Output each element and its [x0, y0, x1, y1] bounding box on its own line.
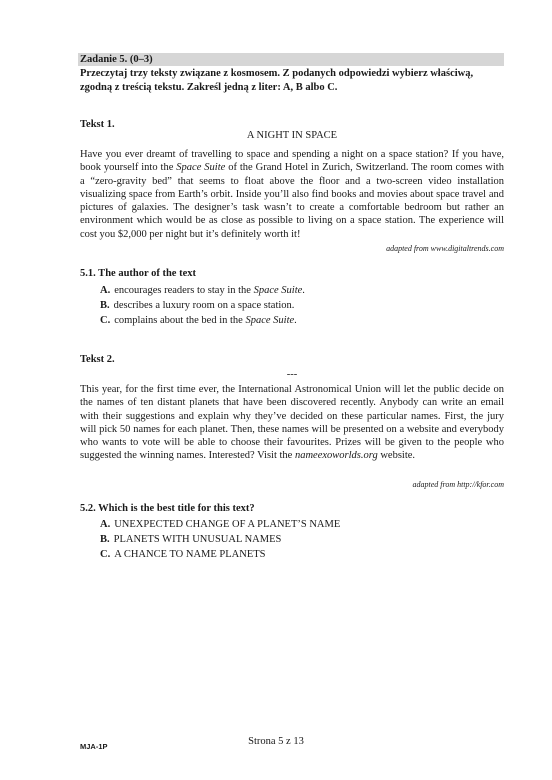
text1-paragraph-emphasis: Space Suite	[176, 162, 226, 174]
option-text: describes a luxury room on a space station.	[113, 300, 295, 311]
question-5-1-option-c[interactable]	[100, 314, 297, 327]
option-text: PLANETS WITH UNUSUAL NAMES	[113, 534, 282, 545]
question-5-2-option-c[interactable]	[100, 548, 266, 561]
option-text-end: .	[294, 315, 297, 326]
task-title: Zadanie 5. (0–3)	[80, 54, 153, 65]
option-text-emphasis: Space Suite	[245, 315, 295, 326]
text2-title: ---	[286, 369, 298, 380]
exam-code: MJA-1P	[80, 742, 108, 751]
question-5-2-title: 5.2. Which is the best title for this text?	[80, 503, 255, 514]
option-letter: B.	[100, 534, 110, 545]
question-5-1-option-b[interactable]	[100, 299, 294, 312]
option-text: UNEXPECTED CHANGE OF A PLANET’S NAME	[114, 519, 341, 530]
option-letter: C.	[100, 315, 111, 326]
option-text: encourages readers to stay in the	[114, 285, 254, 296]
task-instruction: Przeczytaj trzy teksty związane z kosmosem. Z podanych odpowiedzi wybierz właściwą, zgodną z treścią tekstu. Zakreśl jedną z liter: A, B albo C.	[80, 68, 474, 93]
option-text: A CHANCE TO NAME PLANETS	[114, 549, 266, 560]
text1-paragraph-part1: Have you ever dreamt of travelling to space and spending a night on a space station? If you have, book yourself into the	[80, 149, 504, 174]
question-5-2-option-b[interactable]	[100, 533, 281, 546]
option-text-emphasis: Space Suite	[253, 285, 303, 296]
text1-source: adapted from www.digitaltrends.com	[386, 244, 504, 253]
option-letter: A.	[100, 519, 111, 530]
option-letter: B.	[100, 300, 110, 311]
question-5-1-option-a[interactable]	[100, 284, 305, 297]
text2-source: adapted from http://kfor.com	[412, 480, 504, 489]
text1-paragraph-part2: of the Grand Hotel in Zurich, Switzerland. The room comes with a “zero-gravity bed” that seems to float above the floor and a two-screen video installation visualizing space from Earth’s orbit. Inside you’ll also find books and movies about space travel and pictures of galaxies. The designer’s task wasn’t to create a comfortable bedroom but rather an environment which would be as close as possible to living on a space station. The experience will cost you $2,000 per night but it’s definitely worth it!	[80, 162, 504, 240]
text2-paragraph-emphasis: nameexoworlds.org	[294, 450, 378, 462]
text2-paragraph-part2: website.	[377, 450, 416, 462]
text1-paragraph	[80, 148, 504, 241]
question-5-2-option-a[interactable]	[100, 518, 340, 531]
text2-paragraph	[80, 383, 504, 463]
question-5-1-title: 5.1. The author of the text	[80, 268, 196, 279]
option-letter: A.	[100, 285, 111, 296]
text2-label: Tekst 2.	[80, 354, 115, 365]
option-text-end: .	[302, 285, 305, 296]
text1-label: Tekst 1.	[80, 119, 115, 130]
text2-paragraph-part1: This year, for the first time ever, the International Astronomical Union will let the public decide on the names of ten distant planets that have been discovered recently. Anybody can write an email with their suggestions and explain why they’ve decided on these particular names. First, the jury will pick 50 names for each planet. Then, these names will be presented on a website and everybody who wants to vote will be able to choose their favourites. Prizes will be given to the people who suggested the winning names. Interested? Visit the	[80, 384, 504, 462]
option-letter: C.	[100, 549, 111, 560]
text1-title: A NIGHT IN SPACE	[246, 130, 338, 141]
page-number: Strona 5 z 13	[248, 736, 304, 747]
option-text: complains about the bed in the	[114, 315, 246, 326]
